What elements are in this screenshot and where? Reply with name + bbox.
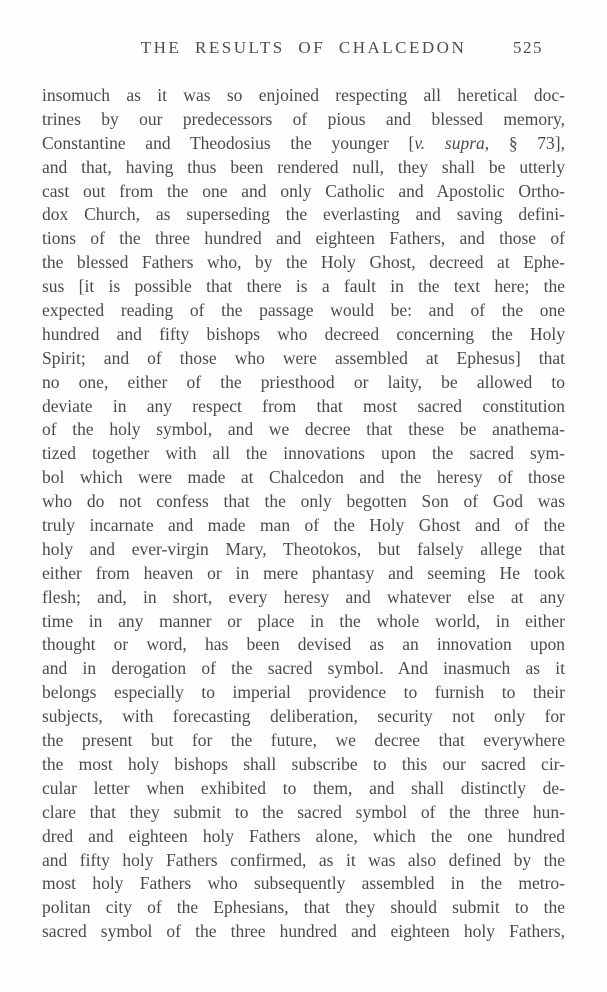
text-line: deviate in any respect from that most sacred constitution bbox=[42, 395, 565, 416]
text-line: no one, either of the priesthood or laity, be allowed to bbox=[42, 371, 565, 392]
text-line: of the holy symbol, and we decree that these be anathema- bbox=[42, 419, 565, 440]
text-line: cular letter when exhibited to them, and shall distinctly de- bbox=[42, 777, 565, 798]
text-line: hundred and fifty bishops who decreed concerning the Holy bbox=[42, 323, 565, 344]
text-line: the most holy bishops shall subscribe to this our sacred cir- bbox=[42, 753, 565, 774]
text-line: insomuch as it was so enjoined respecting all heretical doc- bbox=[42, 85, 565, 105]
page-number: 525 bbox=[513, 38, 543, 57]
body-paragraph bbox=[42, 84, 565, 944]
text-line: expected reading of the passage would be: and of the one bbox=[42, 300, 565, 321]
text-line: either from heaven or in mere phantasy and seeming He took bbox=[42, 562, 565, 583]
text-line: cast out from the one and only Catholic and Apostolic Ortho- bbox=[42, 180, 565, 201]
text-line: sacred symbol of the three hundred and eighteen holy Fathers, bbox=[42, 921, 565, 942]
text-line: dred and eighteen holy Fathers alone, which the one hundred bbox=[42, 825, 565, 846]
page-title: THE RESULTS OF CHALCEDON bbox=[140, 38, 467, 57]
text-line: the blessed Fathers who, by the Holy Ghost, decreed at Ephe- bbox=[42, 252, 565, 273]
text-line: thought or word, has been devised as an innovation upon bbox=[42, 634, 565, 655]
text-line: the present but for the future, we decree that everywhere bbox=[42, 730, 565, 751]
text-line: subjects, with forecasting deliberation, security not only for bbox=[42, 706, 565, 727]
text-line: and in derogation of the sacred symbol. And inasmuch as it bbox=[42, 658, 565, 679]
text-line: Spirit; and of those who were assembled at Ephesus] that bbox=[42, 347, 565, 368]
text-line: tized together with all the innovations upon the sacred sym- bbox=[42, 443, 565, 464]
text-line: time in any manner or place in the whole world, in either bbox=[42, 610, 565, 631]
text-line: belongs especially to imperial providence to furnish to their bbox=[42, 682, 565, 703]
running-header bbox=[42, 38, 565, 62]
text-line: holy and ever-virgin Mary, Theotokos, but falsely allege that bbox=[42, 538, 565, 559]
text-line: dox Church, as superseding the everlasting and saving defini- bbox=[42, 204, 565, 225]
text-line: trines by our predecessors of pious and blessed memory, bbox=[42, 108, 565, 129]
text-line: clare that they submit to the sacred symbol of the three hun- bbox=[42, 801, 565, 822]
text-line: tions of the three hundred and eighteen Fathers, and those of bbox=[42, 228, 565, 249]
text-line: flesh; and, in short, every heresy and whatever else at any bbox=[42, 586, 565, 607]
text-line: who do not confess that the only begotten Son of God was bbox=[42, 491, 565, 512]
text-line: sus [it is possible that there is a fault in the text here; the bbox=[42, 276, 565, 297]
text-line: and that, having thus been rendered null, they shall be utterly bbox=[42, 156, 565, 177]
text-line: and fifty holy Fathers confirmed, as it was also defined by the bbox=[42, 849, 565, 870]
text-line: most holy Fathers who subsequently assembled in the metro- bbox=[42, 873, 565, 894]
text-line: truly incarnate and made man of the Holy Ghost and of the bbox=[42, 515, 565, 536]
text-line: bol which were made at Chalcedon and the heresy of those bbox=[42, 467, 565, 488]
text-line: Constantine and Theodosius the younger [v. supra, § 73], bbox=[42, 132, 566, 153]
text-line: politan city of the Ephesians, that they should submit to the bbox=[42, 897, 565, 918]
